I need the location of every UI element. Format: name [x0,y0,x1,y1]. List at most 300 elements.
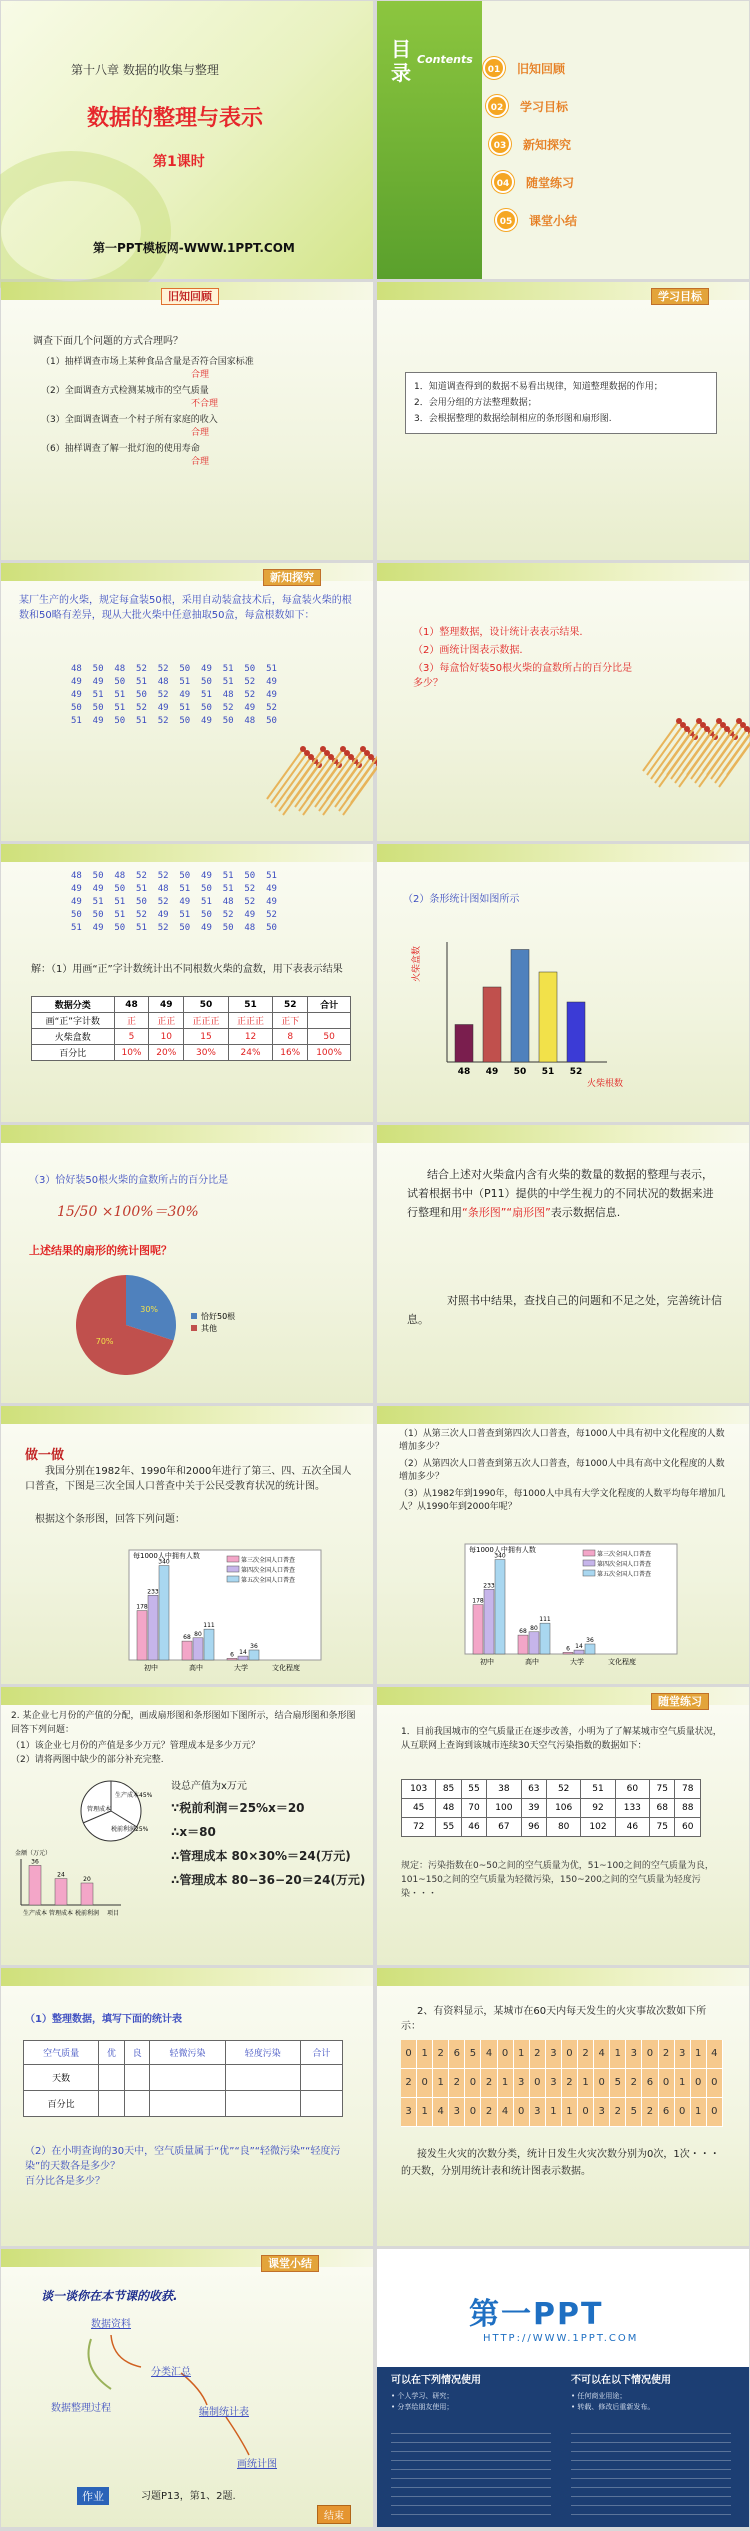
fire-cell: 2 [481,2098,497,2126]
fire-cell: 0 [465,2069,481,2097]
bar-category: 管理成本 [48,1910,74,1917]
can-item: • 分享给朋友使用； [391,2403,454,2411]
x-axis-label: 火柴根数 [587,1079,624,1089]
goal-item: 1．知道调查得到的数据不易看出规律，知道整理数据的作用； [414,382,663,392]
category-label: 大学 [234,1664,248,1672]
fire-cell: 3 [530,2098,546,2126]
percent-cell: 100% [308,1045,351,1061]
category-label: 文化程度 [608,1658,636,1666]
review-item [41,414,361,439]
count-cell: 12 [228,1029,273,1045]
raw-data [71,870,277,935]
bar-value: 20 [83,1876,91,1883]
fire-cell: 2 [659,2040,675,2068]
bar-category: 项目 [106,1910,120,1917]
pollution-cell: 48 [436,1799,461,1818]
category-label: 大学 [570,1658,584,1666]
slide-summary [1,2249,373,2527]
fire-cell: 2 [626,2069,642,2097]
legend-label: 第五次全国人口普查 [241,1577,296,1584]
lesson-label: 第1课时 [153,154,205,170]
census-bar [585,1644,595,1654]
p1-b: “条形图”“扇形图” [462,1206,551,1219]
legend-label: 第三次全国人口普查 [597,1551,652,1558]
tick-label: 49 [485,1067,499,1077]
pollution-cell: 96 [521,1818,546,1837]
legend-swatch [583,1560,595,1566]
task-2: （2）画统计图表示数据. [413,645,523,656]
legend-swatch [583,1550,595,1556]
fire-row [401,2040,723,2069]
review-item-text: （1）抽样调查市场上某种食品含量是否符合国家标准 [41,357,254,367]
top-strip [1,1125,373,1143]
contents-sub: Contents [417,53,473,66]
data-row: 51 49 50 51 52 50 49 50 48 50 [71,716,277,726]
flow-node-classify: 分类汇总 [151,2367,191,2378]
fire-row [401,2069,723,2098]
fire-cell: 3 [675,2040,691,2068]
toc-item[interactable] [483,53,743,91]
pollution-cell: 106 [547,1799,581,1818]
pollution-cell: 75 [650,1818,675,1837]
slice-label: 30% [140,1304,159,1314]
air-summary-table [23,2040,343,2117]
percent-cell: 16% [273,1045,308,1061]
fire-text: 接发生火灾的次数分类，统计日发生火灾次数分别为0次，1次・・・的天数，分别用统计表和统计图表示数据。 [401,2149,720,2177]
review-item [41,356,361,381]
tally-cell [308,1013,351,1029]
bar-value: 14 [239,1649,247,1657]
legend-swatch [227,1576,239,1582]
fire-cell: 4 [433,2098,449,2126]
fire-cell: 1 [514,2040,530,2068]
bar-value: 340 [494,1552,506,1560]
pollution-cell: 80 [547,1818,581,1837]
toc-label: 学习目标 [520,100,569,114]
summary-header: 优 [99,2041,125,2065]
bar-48 [455,1025,473,1063]
p1-a: 结合上述对火柴盒内含有火柴的数量的数据的整理与表示，试着根据书中（P11）提供的中学生视力的不同状况的数据来进行整理和用 [407,1168,714,1219]
cannot-heading: 不可以在以下情况使用 [571,2375,671,2386]
slide-explore [1,563,373,841]
homework-label: 作业 [77,2487,109,2505]
data-row: 49 49 50 51 48 51 50 51 52 49 [71,677,277,687]
legend-swatch [227,1566,239,1572]
row-label-days: 天数 [24,2065,99,2091]
fire-cell: 3 [546,2040,562,2068]
fire-cell: 3 [401,2098,417,2126]
pollution-cell: 92 [581,1799,615,1818]
top-strip [377,563,749,581]
legend-swatch [191,1313,197,1319]
pollution-table [401,1779,701,1837]
slide-air-table [1,1968,373,2246]
main-title: 数据的整理与表示 [87,106,264,131]
count-cell: 8 [273,1029,308,1045]
toc-number-badge: 01 [483,57,505,79]
bar-value: 36 [586,1637,594,1644]
census-chart [441,1524,681,1679]
census-bar [495,1560,505,1654]
slide-fire [377,1968,749,2246]
fire-cell: 1 [691,2098,707,2126]
census-q3: （3）从1982年到1990年，每1000人中具有大学文化程度的人数平均每年增加几人？从1990年到2000年呢？ [399,1489,726,1512]
fire-intro: 2、有资料显示，某城市在60天内每天发生的火灾事故次数如下所示： [401,2006,707,2032]
tally-cell: 正正 [149,1013,184,1029]
link-area-right [571,2425,731,2515]
pollution-cell: 45 [402,1799,436,1818]
pollution-cell: 88 [675,1799,701,1818]
fire-cell: 4 [498,2098,514,2126]
census-bar [193,1638,203,1660]
review-item-answer: 合理 [191,457,210,467]
tick-label: 52 [569,1067,583,1077]
fire-cell: 0 [562,2040,578,2068]
fire-cell: 0 [659,2069,675,2097]
brand-url: HTTP://WWW.1PPT.COM [483,2333,639,2344]
review-list [41,356,361,472]
census-bar [540,1623,550,1654]
slide-title [1,1,373,279]
pollution-cell: 70 [461,1799,486,1818]
matches-image [259,741,349,801]
cannot-item: • 转载、修改后重新发布。 [571,2403,655,2411]
task-3: （3）每盒恰好装50根火柴的盒数所占的百分比是多少？ [413,663,633,689]
pollution-cell: 60 [675,1818,701,1837]
census-bar [204,1629,214,1660]
fire-cell: 1 [433,2069,449,2097]
pollution-cell: 46 [461,1818,486,1837]
top-strip [1,1968,373,1986]
toc-item[interactable] [486,91,743,129]
top-strip [1,844,373,862]
pollution-cell: 72 [402,1818,436,1837]
bar-value: 178 [472,1597,484,1605]
pollution-cell: 55 [461,1780,486,1799]
goal-item: 2．会用分组的方法整理数据； [414,398,537,408]
section-tag: 学习目标 [651,288,709,305]
pollution-cell: 67 [487,1818,521,1837]
bar-value: 24 [57,1871,65,1879]
answer-label: 解：（1）用画“正”字计数统计出不同根数火柴的盒数，用下表表示结果 [31,964,343,975]
percent-cell: 24% [228,1045,273,1061]
fire-cell: 2 [449,2069,465,2097]
fire-cell: 0 [707,2069,723,2097]
census-bar [529,1632,539,1654]
fire-cell: 1 [562,2098,578,2126]
fire-cell: 0 [530,2069,546,2097]
pollution-cell: 75 [650,1780,675,1799]
bar-value: 233 [147,1588,159,1596]
sol-2: ∵税前利润＝25%x＝20 [171,1801,305,1815]
fire-cell: 3 [594,2098,610,2126]
census-ask: 根据这个条形图，回答下列问题： [35,1514,185,1525]
category-label: 高中 [189,1664,203,1672]
bar-value: 6 [230,1651,234,1659]
legend-label: 第五次全国人口普查 [597,1571,652,1578]
slide-air-quality [377,1687,749,1965]
bar-49 [483,987,501,1062]
review-question: 调查下面几个问题的方式合理吗？ [33,336,183,347]
category-label: 高中 [525,1658,539,1666]
summary-header: 合计 [300,2041,342,2065]
chapter-title: 第十八章 数据的收集与整理 [71,63,219,77]
count-cell: 10 [149,1029,184,1045]
pollution-cell: 63 [521,1780,546,1799]
census-bar [249,1650,259,1660]
summary-header: 轻度污染 [225,2041,300,2065]
top-strip [377,1125,749,1143]
legend-label: 其他 [201,1324,217,1333]
section-tag: 随堂练习 [651,1693,709,1710]
explore-intro: 某厂生产的火柴，规定每盒装50根，采用自动装盒技术后，每盒装火柴的根数和50略有差异，现从大批火柴中任意抽取50盒，每盒根数如下： [19,595,352,621]
fire-cell: 2 [642,2098,658,2126]
brand-logo: 第一PPT [469,2297,604,2332]
slide-contents [377,1,749,279]
matches-image [635,713,725,773]
toc-number-badge: 05 [495,209,517,231]
cannot-list [571,2391,741,2413]
top-strip [1,1406,373,1424]
pie-label: 管理成本 [87,1806,112,1813]
bar-value: 111 [203,1622,215,1630]
census-bar [159,1566,169,1660]
fire-row [401,2098,723,2127]
census-bar [148,1595,158,1660]
bar-value: 178 [136,1603,148,1611]
census-bar [563,1652,573,1654]
top-strip [1,1687,373,1705]
do-it-title: 做一做 [25,1448,65,1463]
data-row: 49 51 51 50 52 49 51 48 52 49 [71,897,277,907]
end-button[interactable]: 结束 [317,2505,351,2524]
air-intro: 1．目前我国城市的空气质量正在逐步改善，小明为了了解某城市空气质量状况，从互联网上查询到该城市连续30天空气污染指数的数据如下： [401,1727,722,1751]
data-row: 50 50 51 52 49 51 50 52 49 52 [71,703,277,713]
fire-cell: 5 [465,2040,481,2068]
fire-cell: 0 [578,2098,594,2126]
tick-label: 51 [541,1067,555,1077]
can-list [391,2391,561,2413]
pollution-cell: 100 [487,1799,521,1818]
section-tag: 新知探究 [263,569,321,586]
fire-cell: 1 [498,2069,514,2097]
bar-value: 68 [183,1634,191,1642]
fire-cell: 6 [659,2098,675,2126]
ent-q1: （1）该企业七月份的产值是多少万元？管理成本是多少万元？ [11,1741,260,1751]
pollution-cell: 102 [581,1818,615,1837]
section-tag: 旧知回顾 [161,288,219,305]
bar-value: 68 [519,1628,527,1636]
fire-cell: 2 [401,2069,417,2097]
bar-chart-title: 金额（万元） [15,1850,52,1857]
fire-cell: 0 [642,2040,658,2068]
table-header: 49 [149,997,184,1013]
bar-value: 14 [575,1643,583,1651]
tally-cell: 正下 [273,1013,308,1029]
summary-header: 空气质量 [24,2041,99,2065]
bar-value: 36 [31,1858,39,1866]
toc-item[interactable] [489,129,743,167]
slide-enterprise [1,1687,373,1965]
pie-chart [71,1265,291,1385]
slide-pie [1,1125,373,1403]
fire-cell: 2 [610,2098,626,2126]
slice-label: 70% [95,1337,114,1347]
census-chart [105,1530,325,1680]
enterprise-bar [29,1865,41,1905]
flow-node-data: 数据资料 [91,2319,131,2330]
bar-value: 340 [158,1558,170,1566]
fire-cell: 2 [578,2040,594,2068]
count-cell: 火柴盒数 [32,1029,115,1045]
fire-cell: 0 [498,2040,514,2068]
fire-cell: 0 [707,2098,723,2126]
y-axis-label: 每1000人中拥有人数 [133,1552,200,1560]
review-item-answer: 合理 [191,370,210,380]
table-header: 数据分类 [32,997,115,1013]
flow-node-process: 数据整理过程 [51,2403,111,2414]
bar-52 [567,1002,585,1062]
pollution-cell: 78 [675,1780,701,1799]
slide-bar-chart [377,844,749,1122]
sol-3: ∴x＝80 [171,1825,216,1839]
toc-number-badge: 02 [486,95,508,117]
fire-cell: 0 [401,2040,417,2068]
review-item [41,443,361,468]
fire-cell: 1 [691,2040,707,2068]
sol-1: 设总产值为x万元 [171,1781,247,1792]
enterprise-bar [81,1883,93,1905]
homework-text: 习题P13，第1、2题. [141,2491,236,2502]
fire-cell: 2 [530,2040,546,2068]
fire-cell: 4 [481,2040,497,2068]
fire-cell: 0 [691,2069,707,2097]
fire-cell: 0 [514,2098,530,2126]
goal-item: 3．会根据整理的数据绘制相应的条形图和扇形图. [414,414,612,424]
toc-label: 课堂小结 [529,214,578,228]
review-item-answer: 合理 [191,428,210,438]
air-note: 规定：污染指数在0~50之间的空气质量为优，51~100之间的空气质量为良，101~150之间的空气质量为轻微污染，150~200之间的空气质量为轻度污染・・・ [401,1861,714,1899]
category-label: 初中 [144,1664,158,1672]
legend-label: 第四次全国人口普查 [241,1567,296,1574]
fire-cell: 0 [465,2098,481,2126]
air-q2: （2）在小明查询的30天中，空气质量属于“优”“良”“轻微污染”“轻度污染”的天数各是多少？ [25,2146,341,2172]
air-q3: 百分比各是多少？ [25,2176,105,2187]
toc-item[interactable] [492,167,743,205]
brand-text: 第一PPT模板网-WWW.1PPT.COM [93,241,295,255]
flow-node-chart: 画统计图 [237,2459,277,2470]
tick-label: 48 [457,1067,471,1077]
enterprise-charts [11,1775,161,1925]
table-header: 50 [184,997,229,1013]
fire-cell: 1 [546,2098,562,2126]
table-header: 52 [273,997,308,1013]
review-item [41,385,361,410]
percent-cell: 百分比 [32,1045,115,1061]
bar-value: 233 [483,1582,495,1590]
data-row: 49 51 51 50 52 49 51 48 52 49 [71,690,277,700]
census-bar [518,1635,528,1654]
sol-5: ∴管理成本 80−36−20＝24(万元) [171,1873,366,1887]
bar-chart [412,922,624,1092]
pollution-cell: 51 [581,1780,615,1799]
toc-label: 新知探究 [523,138,572,152]
slide-brand [377,2249,749,2527]
slide-goals [377,282,749,560]
goals-box [405,372,717,434]
data-row: 50 50 51 52 49 51 50 52 49 52 [71,910,277,920]
category-label: 文化程度 [272,1664,300,1672]
fire-cell: 3 [514,2069,530,2097]
bar-51 [539,972,557,1062]
formula: 15/50 ×100%＝30% [57,1204,199,1220]
legend-swatch [227,1556,239,1562]
slide-table [1,844,373,1122]
summary-header: 轻微污染 [150,2041,225,2065]
fire-cell: 1 [675,2069,691,2097]
task-1: （1）整理数据，设计统计表表示结果. [413,627,583,638]
fire-cell: 3 [626,2040,642,2068]
table-header: 51 [228,997,273,1013]
toc-list [483,53,743,243]
raw-data [71,663,277,728]
data-row: 51 49 50 51 52 50 49 50 48 50 [71,923,277,933]
bar-value: 36 [250,1643,258,1650]
ent-intro: 2. 某企业七月份的产值的分配，画成扇形图和条形图如下图所示，结合扇形图和条形图回答下列问题： [11,1711,356,1735]
count-cell: 15 [184,1029,229,1045]
paragraph-2: 对照书中结果，查找自己的问题和不足之处，完善统计信息。 [407,1294,722,1326]
pollution-cell: 68 [650,1799,675,1818]
review-item-text: （3）全面调查调查一个村子所有家庭的收入 [41,415,218,425]
top-strip [377,844,749,862]
fire-cell: 6 [449,2040,465,2068]
census-q1: （1）从第三次人口普查到第四次人口普查，每1000人中具有初中文化程度的人数增加多少？ [399,1429,725,1452]
bar-value: 111 [539,1616,551,1624]
cannot-item: • 任何商业用途； [571,2392,627,2400]
fire-cell: 0 [675,2098,691,2126]
fire-cell: 2 [562,2069,578,2097]
fire-data-grid [401,2040,723,2127]
pollution-cell: 39 [521,1799,546,1818]
link-area-left [391,2425,551,2515]
fire-cell: 1 [610,2040,626,2068]
pollution-cell: 55 [436,1818,461,1837]
legend-label: 恰好50根 [201,1312,236,1321]
tick-label: 50 [513,1067,527,1077]
fire-cell: 4 [707,2040,723,2068]
pie-label: 生产成本45% [115,1792,153,1799]
data-row: 49 49 50 51 48 51 50 51 52 49 [71,884,277,894]
percent-cell: 20% [149,1045,184,1061]
bar-category: 生产成本 [22,1910,48,1917]
data-row: 48 50 48 52 52 50 49 51 50 51 [71,664,277,674]
census-bar [238,1656,248,1660]
toc-item[interactable] [495,205,743,243]
q3-text: （3）恰好装50根火柴的盒数所占的百分比是 [29,1175,229,1186]
census-bar [473,1605,483,1654]
pollution-cell: 52 [547,1780,581,1799]
legend-label: 第四次全国人口普查 [597,1561,652,1568]
census-bar [137,1611,147,1660]
top-strip [377,1406,749,1424]
review-item-text: （6）抽样调查了解一批灯泡的使用寿命 [41,444,200,454]
count-cell: 5 [114,1029,149,1045]
census-q2: （2）从第四次人口普查到第五次人口普查，每1000人中具有高中文化程度的人数增加多少？ [399,1459,725,1482]
review-item-text: （2）全面调查方式检测某城市的空气质量 [41,386,209,396]
toc-number-badge: 03 [489,133,511,155]
fire-cell: 6 [642,2069,658,2097]
fire-cell: 1 [417,2098,433,2126]
